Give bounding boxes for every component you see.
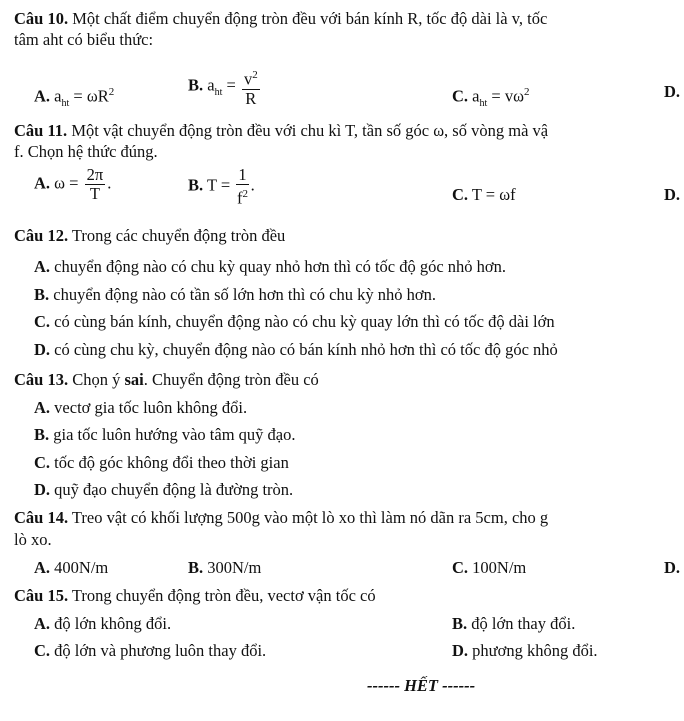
q14-b-text: 300N/m — [207, 558, 262, 577]
q15-line — [14, 586, 376, 606]
q12-a-text: chuyển động nào có chu kỳ quay nhỏ hơn thì có tốc độ góc nhỏ hơn. — [54, 257, 507, 276]
q11-option-a — [34, 166, 111, 203]
q10-c-sub: ht — [479, 97, 488, 109]
q14-c-text: 100N/m — [472, 558, 527, 577]
q11-b-den: f — [236, 188, 243, 208]
q13-option-d — [34, 480, 293, 500]
q11-c-label: C. — [452, 185, 469, 204]
q15-option-c — [34, 641, 266, 661]
q10-number: Câu 10. — [14, 9, 69, 28]
q14-d-label: D. — [664, 558, 681, 577]
q15-d-text: phương không đổi. — [472, 641, 598, 660]
q13-stem-pre: Chọn ý — [72, 370, 121, 389]
q10-b-eq: = — [226, 75, 236, 95]
q10-c-rhs: = vω — [491, 86, 524, 106]
q10-a-exp: 2 — [108, 86, 115, 98]
q11-b-den-exp: 2 — [242, 188, 248, 200]
q12-option-b — [34, 285, 436, 305]
q13-number: Câu 13. — [14, 370, 69, 389]
q10-line1 — [14, 9, 547, 29]
q15-c-label: C. — [34, 641, 51, 660]
q14-c-label: C. — [452, 558, 469, 577]
q14-line1 — [14, 508, 548, 528]
q12-c-label: C. — [34, 312, 51, 331]
q13-d-label: D. — [34, 480, 51, 499]
q11-stem-line1: Một vật chuyển động tròn đều với chu kì T, tần số góc ω, số vòng mà vậ — [71, 121, 549, 140]
q12-stem: Trong các chuyển động tròn đều — [71, 226, 286, 245]
q11-b-label: B. — [188, 175, 204, 195]
q10-c-label: C. — [452, 86, 469, 106]
q13-b-text: gia tốc luôn hướng vào tâm quỹ đạo. — [53, 425, 296, 444]
q11-a-den: T — [89, 184, 100, 203]
q10-b-lhs: a — [207, 75, 215, 95]
q12-d-text: có cùng chu kỳ, chuyển động nào có bán kính nhỏ hơn thì có tốc độ góc nhỏ — [54, 340, 558, 359]
q13-option-c — [34, 453, 289, 473]
q15-option-a — [34, 614, 171, 634]
q10-stem-line1: Một chất điểm chuyển động tròn đều với bán kính R, tốc độ dài là v, tốc — [72, 9, 548, 28]
q13-a-label: A. — [34, 398, 51, 417]
q13-b-label: B. — [34, 425, 50, 444]
q11-a-end: . — [107, 173, 112, 193]
q10-a-label: A. — [34, 86, 51, 106]
q15-d-label: D. — [452, 641, 469, 660]
q10-c-lhs: a — [472, 86, 480, 106]
q14-option-b — [188, 558, 261, 578]
q10-option-a — [34, 82, 114, 114]
q10-d-label: D. — [664, 82, 681, 101]
q14-option-c — [452, 558, 526, 578]
q12-a-label: A. — [34, 257, 51, 276]
q13-stem-bold: sai — [124, 370, 144, 389]
q14-number: Câu 14. — [14, 508, 69, 527]
q10-b-sub: ht — [214, 86, 223, 98]
q12-number: Câu 12. — [14, 226, 69, 245]
q12-line — [14, 226, 285, 246]
q11-a-label: A. — [34, 173, 51, 193]
q10-b-fraction — [242, 66, 260, 108]
q12-b-label: B. — [34, 285, 50, 304]
q13-c-label: C. — [34, 453, 51, 472]
q13-option-a — [34, 398, 247, 418]
end-marker: ------ HẾT ------ — [367, 676, 476, 695]
q11-stem-line2: f. Chọn hệ thức đúng. — [14, 142, 158, 161]
q15-option-b — [452, 614, 575, 634]
q12-option-c — [34, 312, 555, 332]
q13-c-text: tốc độ góc không đổi theo thời gian — [54, 453, 289, 472]
q11-a-num: 2π — [86, 165, 104, 184]
q14-b-label: B. — [188, 558, 204, 577]
q14-stem-line2: lò xo. — [14, 530, 52, 549]
q10-option-b — [188, 66, 262, 108]
q11-line1 — [14, 121, 548, 141]
q12-c-text: có cùng bán kính, chuyển động nào có chu kỳ quay lớn thì có tốc độ dài lớn — [54, 312, 555, 331]
q11-option-c — [452, 185, 516, 205]
q11-b-fraction — [236, 166, 248, 208]
q11-b-num: 1 — [238, 165, 247, 184]
q15-stem: Trong chuyển động tròn đều, vectơ vận tốc có — [71, 586, 376, 605]
q10-c-exp: 2 — [523, 86, 530, 98]
q10-b-num-exp: 2 — [252, 69, 258, 81]
q13-option-b — [34, 425, 295, 445]
q14-a-label: A. — [34, 558, 51, 577]
q12-b-text: chuyển động nào có tần số lớn hơn thì có chu kỳ nhỏ hơn. — [53, 285, 436, 304]
q10-option-c — [452, 82, 529, 114]
q11-number: Câu 11. — [14, 121, 68, 140]
q15-a-text: độ lớn không đổi. — [54, 614, 172, 633]
q15-a-label: A. — [34, 614, 51, 633]
q10-a-rhs: = ωR — [73, 86, 109, 106]
q10-stem-line2: tâm aht có biểu thức: — [14, 30, 154, 49]
q15-number: Câu 15. — [14, 586, 69, 605]
q13-stem-post: . Chuyển động tròn đều có — [143, 370, 319, 389]
q11-a-lhs: ω = — [54, 173, 79, 193]
q11-d-label: D. — [664, 185, 681, 204]
q15-c-text: độ lớn và phương luôn thay đổi. — [54, 641, 267, 660]
q14-option-a — [34, 558, 108, 578]
q11-b-lhs: T = — [206, 175, 231, 195]
q14-stem-line1: Treo vật có khối lượng 500g vào một lò xo thì làm nó dãn ra 5cm, cho g — [71, 508, 549, 527]
q11-a-fraction — [85, 166, 106, 203]
q14-a-text: 400N/m — [54, 558, 109, 577]
q10-a-sub: ht — [61, 97, 70, 109]
q15-b-label: B. — [452, 614, 468, 633]
q10-a-lhs: a — [54, 86, 62, 106]
q13-line — [14, 370, 319, 390]
q13-d-text: quỹ đạo chuyển động là đường tròn. — [54, 480, 294, 499]
q10-b-num: v — [243, 69, 253, 89]
q10-b-label: B. — [188, 75, 204, 95]
q12-d-label: D. — [34, 340, 51, 359]
q15-b-text: độ lớn thay đổi. — [471, 614, 576, 633]
q15-option-d — [452, 641, 598, 661]
q10-b-den: R — [245, 88, 257, 108]
q12-option-d — [34, 340, 558, 360]
q13-a-text: vectơ gia tốc luôn không đổi. — [54, 398, 248, 417]
q12-option-a — [34, 257, 506, 277]
q11-option-b — [188, 166, 255, 208]
q11-c-text: T = ωf — [471, 185, 516, 204]
q11-b-end: . — [250, 175, 255, 195]
